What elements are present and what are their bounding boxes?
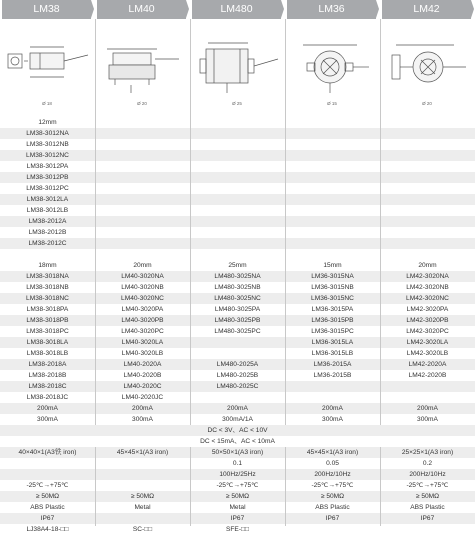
spec-cell-lm42 xyxy=(380,183,475,194)
spec-row xyxy=(0,458,475,469)
spec-cell-lm36: ≥ 50MΩ xyxy=(320,493,345,500)
spec-cell-lm480 xyxy=(190,172,285,183)
spec-cell-lm38: ABS Plastic xyxy=(30,504,65,511)
spec-cell-lm480: LM480-2025B xyxy=(216,372,259,379)
spec-cell-lm40: 300mA xyxy=(132,416,153,423)
spec-cell-lm38: LM38-2012C xyxy=(28,240,67,247)
model-header-lm42: LM42 xyxy=(382,0,471,19)
spec-cell-lm42 xyxy=(380,381,475,392)
spec-cell-lm36: 45×45×1(A3 iron) xyxy=(306,449,359,456)
spec-cell-lm40 xyxy=(95,469,190,480)
spec-cell-span: DC < 3V、AC < 10V xyxy=(207,427,268,434)
spec-cell-lm40: LM40-3020LA xyxy=(121,339,164,346)
spec-cell-lm38: LM38-3012PA xyxy=(26,163,69,170)
spec-cell-lm38: 200mA xyxy=(37,405,58,412)
spec-cell-lm36: LM36-3015PB xyxy=(311,317,354,324)
spec-cell-lm38: LM38-2018B xyxy=(28,372,67,379)
spec-cell-lm40 xyxy=(95,205,190,216)
column-divider xyxy=(285,19,286,425)
spec-cell-lm42: LM42-3020PC xyxy=(406,328,449,335)
spec-cell-lm480 xyxy=(190,139,285,150)
spec-cell-lm42: -25℃→+75℃ xyxy=(406,482,449,489)
spec-cell-lm40: LM40-2020C xyxy=(123,383,162,390)
spec-row xyxy=(0,271,475,282)
spec-row xyxy=(0,128,475,139)
spec-cell-lm42 xyxy=(380,392,475,403)
spec-row xyxy=(0,425,475,436)
spec-cell-lm40 xyxy=(95,183,190,194)
spec-cell-lm42 xyxy=(380,216,475,227)
spec-cell-lm38: LM38-3012NB xyxy=(26,141,69,148)
column-divider xyxy=(190,19,191,425)
spec-cell-lm480: IP67 xyxy=(230,515,245,522)
drawing-lm38 xyxy=(0,19,95,116)
spec-cell-lm42: 25×25×1(A3 iron) xyxy=(401,449,454,456)
spec-cell-lm42: LM42-3020LA xyxy=(406,339,449,346)
spec-row xyxy=(0,392,475,403)
spec-cell-lm40: LM40-3020PB xyxy=(121,317,164,324)
spec-cell-span: DC < 15mA、AC < 10mA xyxy=(200,438,275,445)
spec-row xyxy=(0,502,475,513)
spec-cell-lm40: ≥ 50MΩ xyxy=(130,493,155,500)
spec-cell-lm38 xyxy=(0,458,95,469)
spec-cell-lm480: LM480-2025A xyxy=(216,361,259,368)
model-header-lm38: LM38 xyxy=(2,0,91,19)
spec-cell-lm42: ≥ 50MΩ xyxy=(415,493,440,500)
spec-cell-lm42: 0.2 xyxy=(422,460,433,467)
spec-cell-lm40: LM40-3020NA xyxy=(121,273,164,280)
drawing-dimension-label: Ø 25 xyxy=(232,101,242,106)
spec-cell-lm40 xyxy=(95,139,190,150)
spec-cell-lm42: 200Hz/10Hz xyxy=(409,471,446,478)
model-header-lm36: LM36 xyxy=(287,0,376,19)
spec-cell-lm36: 200Hz/10Hz xyxy=(314,471,351,478)
spec-cell-lm36: LM36-3015NA xyxy=(311,273,354,280)
spec-row xyxy=(0,381,475,392)
spec-cell-lm38: LM38-2018JC xyxy=(26,394,69,401)
spec-cell-lm36 xyxy=(285,381,380,392)
spec-cell-lm42 xyxy=(380,161,475,172)
spec-cell-lm480: 0.1 xyxy=(232,460,243,467)
spec-cell-lm36 xyxy=(285,139,380,150)
sensor-outline-lm38 xyxy=(0,19,95,116)
spec-cell-lm36: -25℃→+75℃ xyxy=(311,482,354,489)
spec-cell-lm38: -25℃→+75℃ xyxy=(26,482,69,489)
spec-row xyxy=(0,150,475,161)
spec-cell-lm36: 300mA xyxy=(322,416,343,423)
spec-cell-lm36: 200mA xyxy=(322,405,343,412)
spec-cell-lm40 xyxy=(95,513,190,524)
spec-row xyxy=(0,293,475,304)
spec-cell-lm40: 200mA xyxy=(132,405,153,412)
spec-cell-lm36: LM36-3015LA xyxy=(311,339,354,346)
spec-cell-lm36: LM36-3015LB xyxy=(311,350,354,357)
spec-cell-lm38: LM38-3018LB xyxy=(26,350,69,357)
spec-cell-lm36 xyxy=(285,183,380,194)
spec-cell-lm480: LM480-2025C xyxy=(216,383,259,390)
spec-cell-lm38: 12mm xyxy=(38,119,57,126)
spec-cell-lm40 xyxy=(95,238,190,249)
spec-cell-lm38: ≥ 50MΩ xyxy=(35,493,60,500)
spec-cell-lm480: 300mA/1A xyxy=(222,416,253,423)
spec-cell-lm480: Metal xyxy=(229,504,246,511)
spec-cell-lm42: LM42-3020NC xyxy=(406,295,449,302)
spec-row xyxy=(0,491,475,502)
model-header-lm40: LM40 xyxy=(97,0,186,19)
spec-cell-lm40: LM40-2020B xyxy=(123,372,162,379)
column-divider xyxy=(95,447,96,526)
spec-cell-lm40: 20mm xyxy=(133,262,152,269)
spec-cell-lm40 xyxy=(95,172,190,183)
spec-row xyxy=(0,205,475,216)
spec-cell-lm40 xyxy=(95,117,190,128)
spec-cell-lm480: LM480-3025NB xyxy=(214,284,261,291)
spec-cell-lm36: LM36-3015PA xyxy=(311,306,354,313)
drawing-lm480 xyxy=(190,19,285,116)
drawing-dimension-label: Ø 18 xyxy=(42,101,52,106)
spec-cell-lm480: 25mm xyxy=(228,262,247,269)
spec-row xyxy=(0,282,475,293)
spec-cell-lm480 xyxy=(190,392,285,403)
sensor-outline-lm42 xyxy=(380,19,475,116)
column-divider xyxy=(95,19,96,425)
spec-cell-lm38: LM38-2018A xyxy=(28,361,67,368)
spec-cell-lm480 xyxy=(190,216,285,227)
spec-cell-lm38: 300mA xyxy=(37,416,58,423)
spec-cell-lm38: 40×40×1(A3铁 iron) xyxy=(18,449,77,456)
spec-cell-lm40: LM40-3020LB xyxy=(121,350,164,357)
spec-row xyxy=(0,348,475,359)
spec-cell-lm36: LM36-3015PC xyxy=(311,328,354,335)
sensor-outline-lm40 xyxy=(95,19,190,116)
spec-cell-lm42 xyxy=(380,150,475,161)
spec-cell-lm38: LM38-3018LA xyxy=(26,339,69,346)
spec-cell-lm36 xyxy=(285,392,380,403)
spec-row xyxy=(0,315,475,326)
drawing-lm42 xyxy=(380,19,475,116)
spec-cell-lm40 xyxy=(95,458,190,469)
spec-cell-lm42: ABS Plastic xyxy=(410,504,445,511)
spec-cell-lm480 xyxy=(190,128,285,139)
drawing-dimension-label: Ø 15 xyxy=(327,101,337,106)
spec-cell-lm42 xyxy=(380,172,475,183)
spec-cell-lm36 xyxy=(285,238,380,249)
spec-cell-lm40 xyxy=(95,216,190,227)
spec-cell-lm480: 50×50×1(A3 iron) xyxy=(211,449,264,456)
drawing-lm36 xyxy=(285,19,380,116)
spec-cell-lm36: 0.05 xyxy=(326,460,339,467)
spec-cell-lm480 xyxy=(190,337,285,348)
spec-cell-lm40 xyxy=(95,227,190,238)
spec-row xyxy=(0,172,475,183)
spec-cell-lm36: LM36-3015NC xyxy=(311,295,354,302)
spec-row xyxy=(0,359,475,370)
spec-cell-lm38: LM38-2012A xyxy=(28,218,67,225)
spec-cell-lm38: LJ38A4-18-□□ xyxy=(26,526,69,533)
spec-cell-lm40 xyxy=(95,194,190,205)
spec-row xyxy=(0,216,475,227)
spec-cell-lm480: LM480-3025PB xyxy=(214,317,261,324)
spec-cell-lm42: LM42-3020NA xyxy=(406,273,449,280)
spec-cell-lm38: LM38-2018C xyxy=(28,383,67,390)
spec-cell-lm40: LM40-2020A xyxy=(123,361,162,368)
spec-cell-lm38: IP67 xyxy=(40,515,55,522)
spec-row xyxy=(0,238,475,249)
spec-cell-lm42: LM42-2020B xyxy=(408,372,447,379)
spec-cell-lm36 xyxy=(285,194,380,205)
spec-cell-lm40: LM40-3020PC xyxy=(121,328,164,335)
spec-cell-lm38: LM38-3018NC xyxy=(26,295,69,302)
spec-cell-lm38: LM38-3018PC xyxy=(26,328,69,335)
spec-cell-lm42: 300mA xyxy=(417,416,438,423)
spec-cell-lm40: LM40-3020NC xyxy=(121,295,164,302)
spec-cell-lm38: LM38-3018NB xyxy=(26,284,69,291)
spec-row xyxy=(0,183,475,194)
spec-cell-lm42: LM42-3020PB xyxy=(406,317,449,324)
spec-cell-lm36: LM36-2015B xyxy=(313,372,352,379)
spec-cell-lm36: ABS Plastic xyxy=(315,504,350,511)
spec-row xyxy=(0,304,475,315)
spec-cell-lm38: 18mm xyxy=(38,262,57,269)
spec-cell-lm38: LM38-3012LA xyxy=(26,196,69,203)
sensor-outline-lm480 xyxy=(190,19,285,116)
spec-cell-lm36 xyxy=(285,216,380,227)
spec-cell-lm40: 45×45×1(A3 iron) xyxy=(116,449,169,456)
spec-cell-lm38: LM38-3018PB xyxy=(26,317,69,324)
spec-cell-lm36 xyxy=(285,205,380,216)
spec-cell-lm38 xyxy=(0,469,95,480)
spec-cell-lm42: IP67 xyxy=(420,515,435,522)
spec-cell-lm42 xyxy=(380,139,475,150)
spec-cell-lm42 xyxy=(380,205,475,216)
spec-cell-lm480 xyxy=(190,348,285,359)
spec-cell-lm42 xyxy=(380,238,475,249)
spec-row xyxy=(0,403,475,414)
spec-cell-lm36 xyxy=(285,227,380,238)
spec-cell-lm36: IP67 xyxy=(325,515,340,522)
spec-cell-lm36 xyxy=(285,117,380,128)
spec-cell-lm480: -25℃→+75℃ xyxy=(216,482,259,489)
spec-cell-lm42 xyxy=(380,227,475,238)
spec-cell-lm480: 100Hz/25Hz xyxy=(219,471,256,478)
column-divider xyxy=(285,447,286,526)
spec-row xyxy=(0,436,475,447)
spec-cell-lm480 xyxy=(190,150,285,161)
spec-cell-lm36 xyxy=(285,128,380,139)
spec-cell-lm42 xyxy=(380,194,475,205)
spec-cell-lm36 xyxy=(285,150,380,161)
spec-cell-lm480: LM480-3025NC xyxy=(214,295,261,302)
spec-cell-lm480: LM480-3025PA xyxy=(214,306,261,313)
column-divider xyxy=(380,447,381,526)
spec-row xyxy=(0,469,475,480)
spec-row xyxy=(0,194,475,205)
spec-cell-lm40: Metal xyxy=(134,504,151,511)
spec-row xyxy=(0,139,475,150)
spec-cell-lm36: LM36-2015A xyxy=(313,361,352,368)
spec-cell-lm480 xyxy=(190,238,285,249)
spec-cell-lm40: LM40-3020NB xyxy=(121,284,164,291)
spec-cell-lm42: LM42-3020NB xyxy=(406,284,449,291)
spec-cell-lm38: LM38-2012B xyxy=(28,229,67,236)
drawing-dimension-label: Ø 20 xyxy=(422,101,432,106)
spec-cell-lm38: LM38-3018NA xyxy=(26,273,69,280)
spec-row xyxy=(0,326,475,337)
spec-cell-lm480: LM480-3025NA xyxy=(214,273,261,280)
spec-cell-lm42: LM42-2020A xyxy=(408,361,447,368)
spec-cell-lm480 xyxy=(190,183,285,194)
spec-cell-lm38: LM38-3012PB xyxy=(26,174,69,181)
spec-cell-lm42 xyxy=(380,117,475,128)
spec-cell-lm36: 15mm xyxy=(323,262,342,269)
spec-cell-lm42: 200mA xyxy=(417,405,438,412)
spec-cell-lm480 xyxy=(190,205,285,216)
spec-cell-lm38: LM38-3012NA xyxy=(26,130,69,137)
spec-row xyxy=(0,414,475,425)
spec-cell-lm42: LM42-3020PA xyxy=(406,306,449,313)
spec-cell-lm480: SFE-□□ xyxy=(226,526,249,533)
sensor-outline-lm36 xyxy=(285,19,380,116)
spec-cell-lm36 xyxy=(285,161,380,172)
spec-row xyxy=(0,227,475,238)
spec-row xyxy=(0,513,475,524)
spec-cell-lm36 xyxy=(285,172,380,183)
spec-cell-lm42: LM42-3020LB xyxy=(406,350,449,357)
drawing-dimension-label: Ø 20 xyxy=(137,101,147,106)
spec-cell-lm40: SC-□□ xyxy=(132,526,153,533)
spec-cell-lm38: LM38-3012LB xyxy=(26,207,69,214)
spec-cell-lm36: LM36-3015NB xyxy=(311,284,354,291)
model-header-lm480: LM480 xyxy=(192,0,281,19)
column-divider xyxy=(380,19,381,425)
spec-row xyxy=(0,161,475,172)
spec-cell-lm480 xyxy=(190,117,285,128)
spec-cell-lm40 xyxy=(95,161,190,172)
spec-cell-lm40 xyxy=(95,150,190,161)
spec-row xyxy=(0,370,475,381)
spec-cell-lm480 xyxy=(190,161,285,172)
spec-cell-lm40: LM40-3020PA xyxy=(121,306,164,313)
spec-row xyxy=(0,447,475,458)
spec-row xyxy=(0,260,475,271)
spec-cell-lm480: ≥ 50MΩ xyxy=(225,493,250,500)
spec-cell-lm40: LM40-2020JC xyxy=(121,394,164,401)
drawing-lm40 xyxy=(95,19,190,116)
spec-cell-lm38: LM38-3018PA xyxy=(26,306,69,313)
spec-row xyxy=(0,480,475,491)
spec-cell-lm40 xyxy=(95,128,190,139)
spec-cell-lm480 xyxy=(190,227,285,238)
spec-cell-lm480: 200mA xyxy=(227,405,248,412)
spec-cell-lm40 xyxy=(95,480,190,491)
spec-cell-lm480: LM480-3025PC xyxy=(214,328,261,335)
column-divider xyxy=(190,447,191,526)
spec-cell-lm42: 20mm xyxy=(418,262,437,269)
spec-row xyxy=(0,117,475,128)
spec-cell-lm38: LM38-3012PC xyxy=(26,185,69,192)
spec-cell-lm42 xyxy=(380,128,475,139)
spec-cell-lm38: LM38-3012NC xyxy=(26,152,69,159)
spec-cell-lm480 xyxy=(190,194,285,205)
spec-row xyxy=(0,337,475,348)
